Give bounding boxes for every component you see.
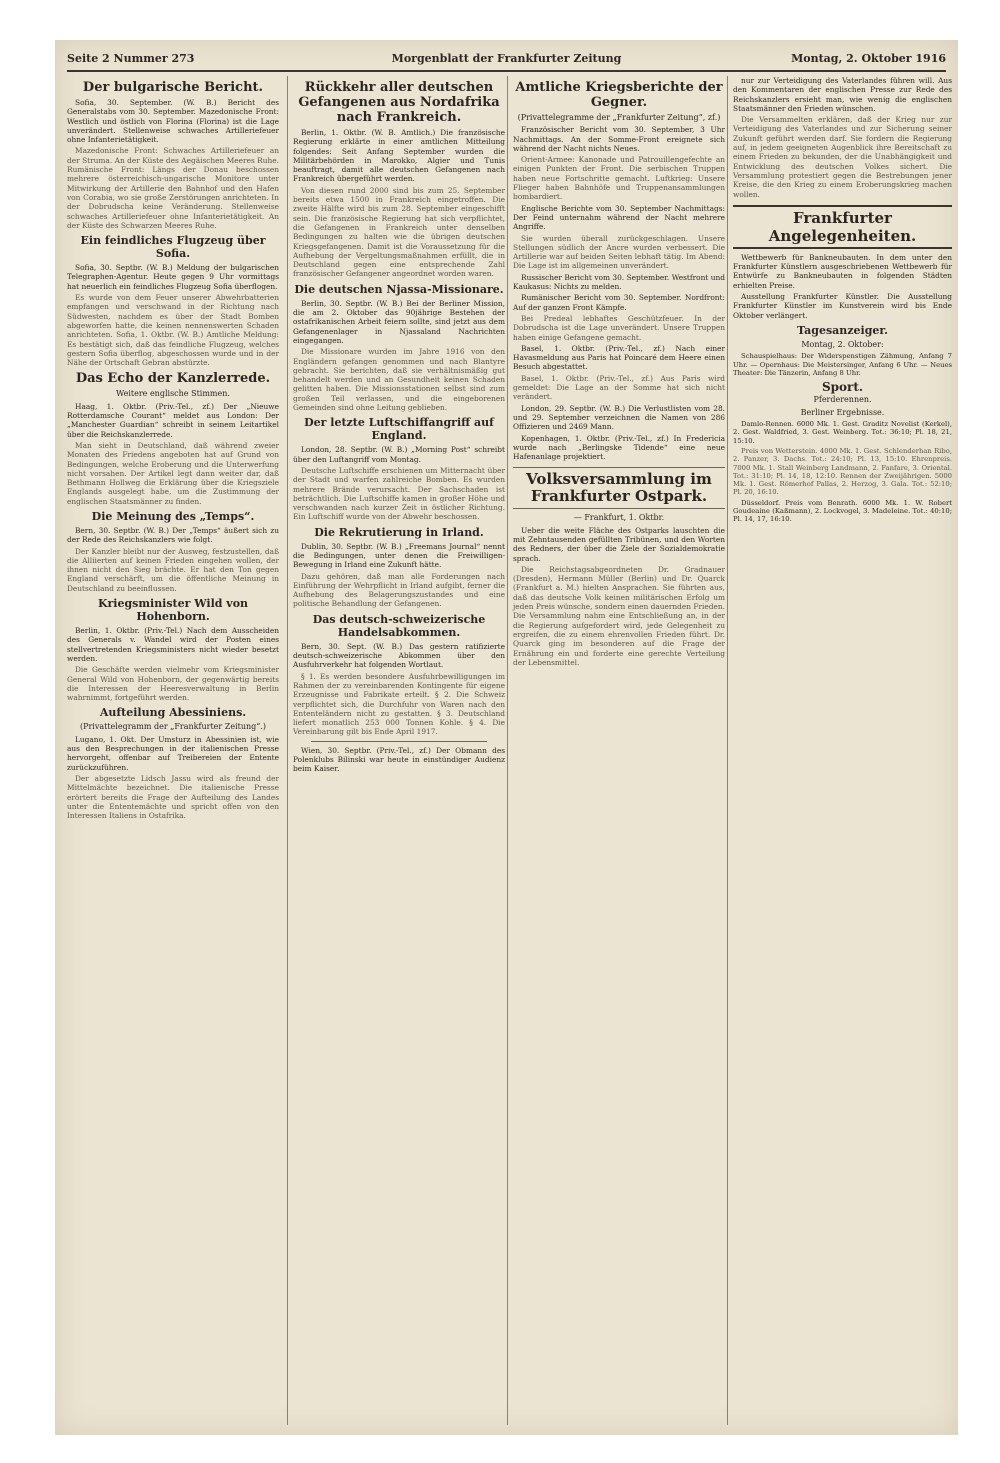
article-body: Dublin, 30. Septbr. (W. B.) „Freemans Journal“ nennt die Bedingungen, unter denen die Freiwilligen-Bewegung in Irland eine Zukunft hätte. (293, 541, 505, 570)
article-body: Die Reichstagsabgeordneten Dr. Gradnauer (Dresden), Hermann Müller (Berlin) und Dr. Quarck (Frankfurt a. M.) hielten Ansprachen. Sie führten aus, daß das deutsche Volk keinen militärischen Erfolg um jeden Preis wünsche, sondern einen dauernden Frieden. Die Versammlung nahm eine Entschließung an, in der die Regierung aufgefordert wird, jede Gelegenheit zu ergreifen, die zu einem ehrenvollen Frieden führt. Dr. Quarck ging im besonderen auf die Frage der Ernährung ein und forderte eine gerechte Verteilung der Lebensmittel. (513, 564, 725, 667)
article-body: Man sieht in Deutschland, daß während zweier Monaten des Friedens angeboten hat auf Grund von Bedingungen, welche Eroberung und die Unterwerfung nicht vorsahen. Der Artikel legt dann weiter dar, daß Bethmann Hollweg die Erklärung über die Kriegsziele Englands ausgelegt habe, um die Zustimmung der englischen Staatsmänner zu finden. (67, 440, 279, 506)
article-body: Dazu gehören, daß man alle Forderungen nach Einführung der Wehrpflicht in Irland aufgibt, ferner die Aufhebung des Belagerungszustandes und eine politische Behandlung der Gefangenen. (293, 571, 505, 609)
article-title-chancellor-speech: Das Echo der Kanzlerrede. (75, 371, 271, 387)
article-body: Ueber die weite Fläche des Ostparks lauschten die mit Zehntausenden gefüllten Tribünen, und den Worten des Redners, der über die Ziele der Sozialdemokratie sprach. (513, 525, 725, 563)
article-body: Bern, 30. Sept. (W. B.) Das gestern ratifizierte deutsch-schweizerische Abkommen über den Ausfuhrverkehr hat folgenden Wortlaut. (293, 641, 505, 670)
article-body: London, 29. Septbr. (W. B.) Die Verlustlisten vom 28. und 29. September verzeichnen die Namen von 286 Offizieren und 2469 Mann. (513, 403, 725, 432)
article-title-prisoners-north-africa: Rückkehr aller deutschen Gefangenen aus Nordafrika nach Frankreich. (298, 80, 500, 125)
article-title-enemy-reports: Amtliche Kriegsberichte der Gegner. (515, 80, 723, 110)
article-body: Englische Berichte vom 30. September Nachmittags: Der Feind unternahm während der Nacht mehrere Angriffe. (513, 203, 725, 232)
article-dateline: — Frankfurt, 1. Oktbr. (573, 513, 665, 523)
section-title-sport: Sport. (821, 380, 864, 395)
article-body: Bei Predeal lebhaftes Geschützfeuer. In der Dobrudscha ist die Lage unverändert. Unsere Truppen haben einige Gefangene gemacht. (513, 313, 725, 342)
column-3 (507, 76, 725, 1425)
race-result: Düsseldorf. Preis vom Benrath. 6000 Mk. 1. W. Robert Goudeaine (Kaßmann), 2. Lockvogel, 3. Madeleine. Tot.: 40:10; Pl. 14, 17, 16:10. (733, 498, 952, 524)
sport-subtitle: Pferderennen. (813, 395, 872, 405)
race-result: Damlo-Rennen. 6000 Mk. 1. Gest. Graditz Novelist (Kerkel), 2. Gest. Waldfried, 3. Gest. Weinberg. Tot.: 36:10; Pl. 18, 21, 15:10. (733, 420, 952, 445)
column-1 (67, 76, 279, 1425)
article-title-recruitment-ireland: Die Rekrutierung in Irland. (314, 525, 484, 539)
article-body: Sofia, 30. September. (W. B.) Bericht des Generalstabs vom 30. September. Mazedonische Front: Westlich und östlich von Florina (Florina) ist die Lage unverändert. Stellenweise schwaches Artilleriefeuer ohne Infanterietätigkeit. (67, 98, 279, 145)
article-title-trade-agreement: Das deutsch-schweizerische Handelsabkommen. (312, 612, 486, 639)
article-body: Rumänischer Bericht vom 30. September. Nordfront: Auf der ganzen Front Kämpfe. (513, 293, 725, 312)
article-body: Die Versammelten erklären, daß der Krieg nur zur Verteidigung des Vaterlandes und zur Sicherung seiner Zukunft geführt werden darf. Sie fordern die Regierung auf, in jedem geeigneten Augenblick ihre Bereitschaft zu einem Frieden zu bekunden, der die Unabhängigkeit und Entwicklung des deutschen Volkes sichert. Die Versammlung protestiert gegen die Bestrebungen jener Kreise, die den Krieg zu einem Eroberungskrieg machen wollen. (733, 115, 952, 199)
article-title-temps: Die Meinung des „Temps“. (91, 509, 255, 523)
column-2 (287, 76, 505, 1425)
article-body: London, 28. Septbr. (W. B.) „Morning Post“ schreibt über den Luftangriff vom Montag. (293, 445, 505, 464)
article-body: Russischer Bericht vom 30. September. Westfront und Kaukasus: Nichts zu melden. (513, 272, 725, 292)
article-title-bulgarian-report: Der bulgarische Bericht. (82, 80, 264, 95)
article-body: Wien, 30. Septbr. (Priv.-Tel., zf.) Der Obmann des Polenklubs Bilinski war heute in einstündiger Audienz beim Kaiser. (293, 745, 505, 774)
columns (67, 76, 952, 1425)
issue-date: Montag, 2. Oktober 1916 (791, 52, 946, 65)
section-title-frankfurt: Frankfurter Angelegenheiten. (733, 205, 952, 249)
article-body: Mazedonische Front: Schwaches Artilleriefeuer an der Struma. An der Küste des Aegäischen Meeres Ruhe. Rumänische Front: Längs der Donau beschossen mehrere österreichisch-ungarische Monitore unter Mitwirkung der Artillerie den Bahnhof und den Hafen von Corabia, wo sie große Zerstörungen anrichteten. In der Dobrudscha keine Veränderung. Stellenweise schwaches Artilleriefeuer ohne Infanterietätigkeit. An der Küste des Schwarzen Meeres Ruhe. (67, 146, 279, 230)
listing-body: Schauspielhaus: Der Widerspenstigen Zähmung, Anfang 7 Uhr. — Opernhaus: Die Meistersinger, Anfang 6 Uhr. — Neues Theater: Die Tänzerin, Anfang 8 Uhr. (733, 352, 952, 377)
article-title-aircraft-sofia: Ein feindliches Flugzeug über Sofia. (80, 234, 266, 261)
article-title-abyssinia: Aufteilung Abessiniens. (99, 706, 247, 720)
listing-date: Montag, 2. Oktober: (801, 339, 884, 349)
page-number: Seite 2 Nummer 273 (67, 52, 195, 65)
article-body: Die Missionare wurden im Jahre 1916 von den Engländern gefangen genommen und nach Blantyre gebracht. Sie berichten, daß sie verhältnismäßig gut behandelt werden und an Gesundheit keinen Schaden gelitten haben. Die Missionsstationen selbst sind zum großen Teil verlassen, und die eingeborenen Gemeinden sind ohne Leitung geblieben. (293, 347, 505, 413)
article-body: Von diesen rund 2000 sind bis zum 25. September bereits etwa 1500 in Frankreich eingetroffen. Die zweite Hälfte wird bis zum 28. September eingeschifft sein. Die französische Regierung hat sich verpflichtet, die Gefangenen in Frankreich unter denselben Bedingungen zu halten wie die übrigen deutschen Kriegsgefangenen. Damit ist die Voraussetzung für die Aufhebung der Vergeltungsmaßnahmen erfüllt, die in Deutschland gegen eine entsprechende Zahl französischer Gefangener angeordnet worden waren. (293, 185, 505, 279)
article-body: Deutsche Luftschiffe erschienen um Mitternacht über der Stadt und warfen zahlreiche Bomben. Es wurden mehrere Brände verursacht. Der Sachschaden ist beträchtlich. Die Luftschiffe kamen in großer Höhe und verschwanden nach kurzer Zeit in östlicher Richtung. Ein Luftschiff wurde von der Abwehr beschossen. (293, 465, 505, 522)
article-body: Der abgesetzte Lidsch Jassu wird als freund der Mittelmächte bezeichnet. Die italienische Presse erörtert bereits die Frage der Aufteilung des Landes unter die Ententemächte und spricht offen von den Interessen Italiens in Ostafrika. (67, 773, 279, 821)
newspaper-page (55, 40, 958, 1435)
article-title-missionaries: Die deutschen Njassa-Missionare. (294, 282, 504, 296)
article-body: Es wurde von dem Feuer unserer Abwehrbatterien empfangen und verschwand in der Richtung nach Südwesten, nachdem es über der Stadt Bomben abgeworfen hatte, die keinen nennenswerten Schaden anrichteten. Sofia, 1. Oktbr. (W. B.) Amtliche Meldung: Es bestätigt sich, daß das feindliche Flugzeug, welches gestern Sofia überflog, abgeschossen wurde und in der Nähe der Ortschaft Gebran abstürzte. (67, 293, 279, 368)
article-body: Basel, 1. Oktbr. (Priv.-Tel., zf.) Aus Paris wird gemeldet: Die Lage an der Somme hat sich nicht verändert. (513, 373, 725, 402)
article-body: Haag, 1. Oktbr. (Priv.-Tel., zf.) Der „Nieuwe Rotterdamsche Courant“ meldet aus London: Der „Manchester Guardian“ schreibt in seinem Leitartikel über die Reichskanzlerrede. (67, 401, 279, 439)
masthead (67, 48, 946, 72)
article-body: Wettbewerb für Bankneubauten. In dem unter den Frankfurter Künstlern ausgeschriebenen Wettbewerb für Entwürfe zu Bankneubauten in folgenden Städten erhielten Preise. (733, 252, 952, 290)
article-body: Französischer Bericht vom 30. September, 3 Uhr Nachmittags. An der Somme-Front ereignete sich während der Nacht nichts Neues. (513, 125, 725, 153)
article-title-war-minister: Kriegsminister Wild von Hohenborn. (97, 597, 249, 624)
sport-subtitle: Berliner Ergebnisse. (800, 407, 885, 417)
article-body: Berlin, 1. Oktbr. (W. B. Amtlich.) Die französische Regierung erklärte in einer amtlichen Mitteilung folgendes: Seit Anfang September wurden die Militärbehörden in Marokko, Algier und Tunis beauftragt, damit alle deutschen Gefangenen nach Frankreich übergeführt werden. (293, 128, 505, 184)
divider (311, 741, 487, 742)
article-body: Die Geschäfte werden vielmehr vom Kriegsminister General Wild von Hohenborn, der gegenwärtig bereits die Interessen der Heeresverwaltung in Berlin wahrnimmt, fortgeführt werden. (67, 665, 279, 703)
article-title-airship-raid: Der letzte Luftschiffangriff auf England. (304, 416, 494, 443)
article-subtitle: (Privattelegramm der „Frankfurter Zeitung“.) (79, 722, 267, 732)
article-body: Ausstellung Frankfurter Künstler. Die Ausstellung Frankfurter Künstler im Kunstverein wird bis Ende Oktober verlängert. (733, 292, 952, 320)
article-body: Kopenhagen, 1. Oktbr. (Priv.-Tel., zf.) In Fredericia wurde nach „Berlingske Tidende“ eine neue Hafenanlage projektiert. (513, 433, 725, 462)
article-body: Berlin, 1. Oktbr. (Priv.-Tel.) Nach dem Ausscheiden des Generals v. Wandel wird der Posten eines stellvertretenden Kriegsministers nicht wieder besetzt werden. (67, 626, 279, 663)
listing-title-daily: Tagesanzeiger. (797, 323, 888, 337)
article-body: § 1. Es werden besondere Ausfuhrbewilligungen im Rahmen der zu vereinbarenden Kontingente für eigene Erzeugnisse und Fabrikate erteilt. § 2. Die Schweiz verpflichtet sich, die Durchfuhr von Waren nach den Ententeländern nicht zu gestatten. § 3. Deutschland liefert monatlich 253 000 Tonnen Kohle. § 4. Die Vereinbarung gilt bis Ende April 1917. (293, 671, 505, 737)
article-body: Sie wurden überall zurückgeschlagen. Unsere Stellungen südlich der Ancre wurden verbessert. Die Artillerie war auf beiden Seiten lebhaft tätig. Im Abend: Die Lage ist im allgemeinen unverändert. (513, 233, 725, 271)
article-body: Der Kanzler bleibt nur der Ausweg, festzustellen, daß die Alliierten auf keinen Frieden eingehen wollen, der ihnen nicht den Sieg brächte. Er hat den Ton gegen England verschärft, um die öffentliche Meinung in Deutschland zu beeinflussen. (67, 546, 279, 593)
article-subtitle: (Privattelegramme der „Frankfurter Zeitung“, zf.) (517, 113, 721, 122)
article-body: Basel, 1. Oktbr. (Priv.-Tel., zf.) Nach einer Havasmeldung aus Paris hat Poincaré dem Heere einen Besuch abgestattet. (513, 343, 725, 372)
article-body: Berlin, 30. Septbr. (W. B.) Bei der Berliner Mission, die am 2. Oktober das 90jährige Bestehen der ostafrikanischen Arbeit feiern sollte, sind jetzt aus dem Gefangenenlager in Njassaland Nachrichten eingegangen. (293, 298, 505, 345)
article-body: Bern, 30. Septbr. (W. B.) Der „Temps“ äußert sich zu der Rede des Reichskanzlers wie folgt. (67, 525, 279, 545)
newspaper-title: Morgenblatt der Frankfurter Zeitung (391, 52, 622, 65)
article-body: Orient-Armee: Kanonade und Patrouillengefechte an einigen Punkten der Front. Die serbischen Truppen haben neue Fortschritte gemacht. Luftkrieg: Unsere Flieger haben Bahnhöfe und Truppenansammlungen bombardiert. (513, 155, 725, 202)
article-body: nur zur Verteidigung des Vaterlandes führen will. Aus den Kommentaren der englischen Presse zur Rede des Reichskanzlers ersieht man, wie wenig die englischen Staatsmänner den Frieden wünschen. (733, 76, 952, 113)
article-body: Lugano, 1. Okt. Der Umsturz in Abessinien ist, wie aus den Besprechungen in der italienischen Presse hervorgeht, offenbar auf Treibereien der Entente zurückzuführen. (67, 734, 279, 772)
column-4 (727, 76, 952, 1425)
race-result: Preis von Wetterstein. 4000 Mk. 1. Gest. Schlenderhan Ribo, 2. Panzer, 3. Dachs. Tot.: 24:10; Pl. 13, 15:10. Ehrenpreis. 7000 Mk. 1. Stall Weinberg Landmann, 2. Fanfare, 3. Oriental. Tot.: 31:10; Pl. 14, 18, 12:10. Rennen der Zweijährigen. 5000 Mk. 1. Gest. Römerhof Pallas, 2. Herzog, 3. Gala. Tot.: 52:10; Pl. 20, 16:10. (733, 446, 952, 497)
article-body: Sofia, 30. Septbr. (W. B.) Meldung der bulgarischen Telegraphen-Agentur. Heute gegen 9 Uhr vormittags hat neuerlich ein feindliches Flugzeug Sofia überflogen. (67, 263, 279, 291)
article-subtitle: Weitere englische Stimmen. (116, 389, 230, 399)
article-title-public-meeting: Volksversammlung im Frankfurter Ostpark. (513, 467, 725, 509)
